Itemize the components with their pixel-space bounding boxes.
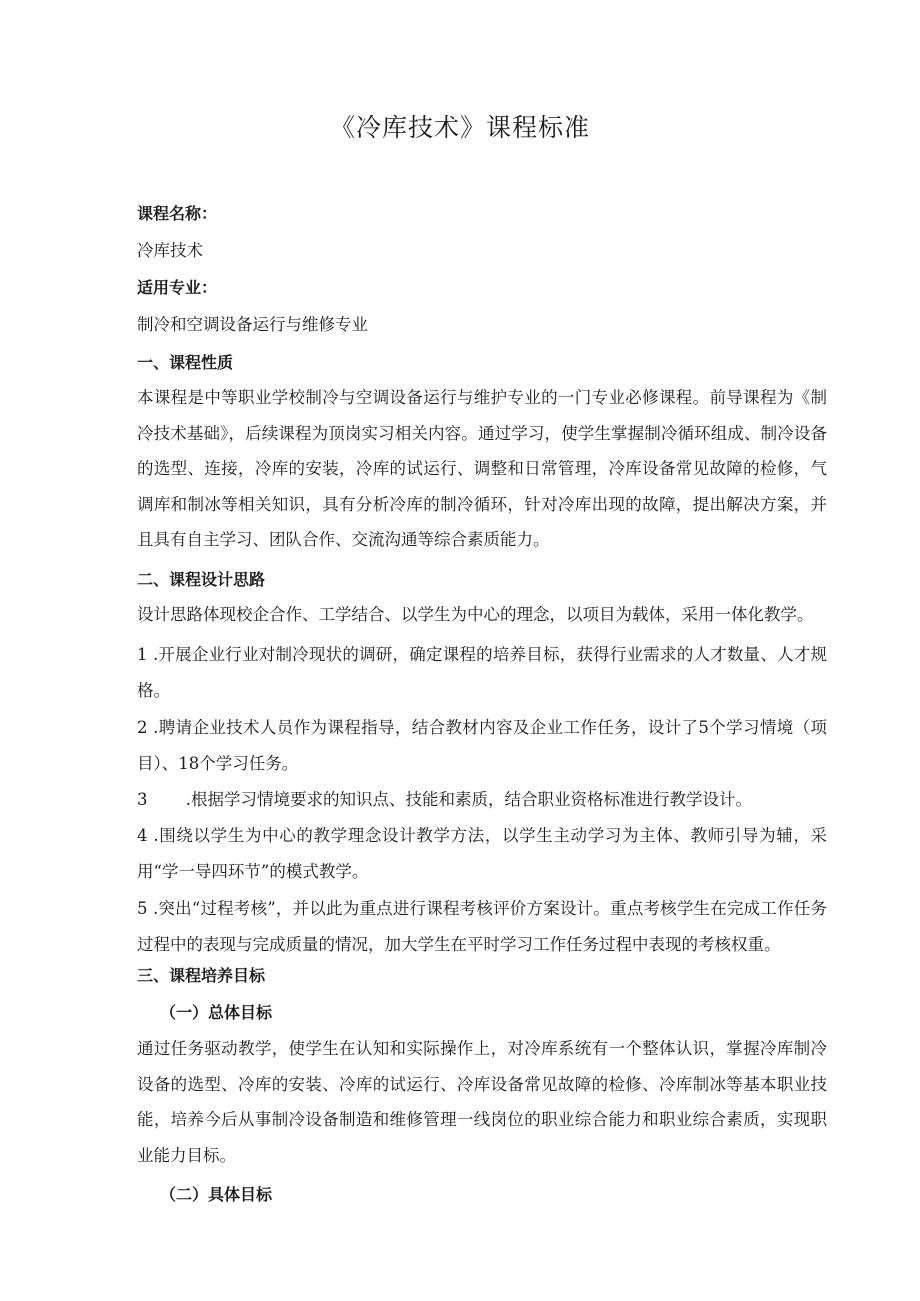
- document-title: 《冷库技术》课程标准: [329, 113, 590, 142]
- section-heading-design: 二、课程设计思路: [137, 570, 266, 589]
- design-item-2: 2 .聘请企业技术人员作为课程指导，结合教材内容及企业工作任务，设计了5个学习情境（项目）、18个学习任务。: [137, 718, 827, 773]
- design-item-1: 1 .开展企业行业对制冷现状的调研，确定课程的培养目标，获得行业需求的人才数量、人才规格。: [137, 645, 827, 700]
- section-heading-goals: 三、课程培养目标: [137, 966, 266, 985]
- course-name-label: 课程名称：: [137, 204, 218, 223]
- design-item-4: 4 .围绕以学生为中心的教学理念设计教学方法，以学生主动学习为主体、教师引导为辅，采用“学一导四环节”的模式教学。: [137, 826, 827, 881]
- major-value: 制冷和空调设备运行与维修专业: [137, 315, 368, 334]
- section-heading-nature: 一、课程性质: [137, 353, 234, 372]
- subsection-overall-goal: （一）总体目标: [160, 1003, 273, 1022]
- subsection-specific-goal: （二）具体目标: [160, 1185, 273, 1204]
- design-item-3: 3 .根据学习情境要求的知识点、技能和素质，结合职业资格标准进行教学设计。: [137, 790, 752, 809]
- nature-text: 本课程是中等职业学校制冷与空调设备运行与维护专业的一门专业必修课程。前导课程为《制冷技术基础》，后续课程为顶岗实习相关内容。通过学习，使学生掌握制冷循环组成、制冷设备的选型、连接，冷库的安装，冷库的试运行、调整和日常管理，冷库设备常见故障的检修，气调库和制冰等相关知识，具有分析冷库的制冷循环，针对冷库出现的故障，提出解决方案，并且具有自主学习、团队合作、交流沟通等综合素质能力。: [137, 388, 827, 549]
- course-name-value: 冷库技术: [137, 241, 203, 260]
- section-nature-paragraph: [137, 380, 827, 558]
- design-item-5: 5 .突出“过程考核”，并以此为重点进行课程考核评价方案设计。重点考核学生在完成工作任务过程中的表现与完成质量的情况，加大学生在平时学习工作任务过程中表现的考核权重。: [137, 899, 827, 954]
- overall-goal-paragraph: 通过任务驱动教学，使学生在认知和实际操作上，对冷库系统有一个整体认识，掌握冷库制冷设备的选型、冷库的安装、冷库的试运行、冷库设备常见故障的检修、冷库制冰等基本职业技能，培养今后从事制冷设备制造和维修管理一线岗位的职业综合能力和职业综合素质，实现职业能力目标。: [137, 1039, 827, 1165]
- major-label: 适用专业：: [137, 278, 218, 297]
- design-intro: 设计思路体现校企合作、工学结合、以学生为中心的理念，以项目为载体，采用一体化教学。: [137, 605, 814, 624]
